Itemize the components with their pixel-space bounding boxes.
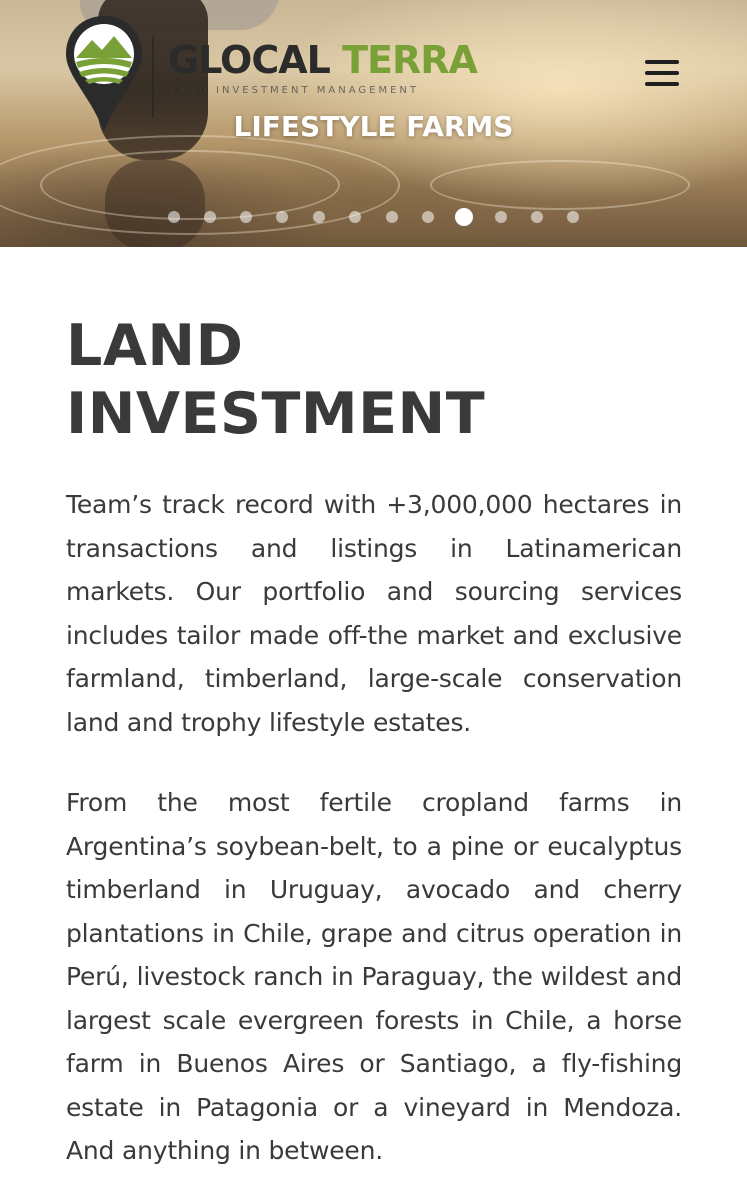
carousel-dot[interactable]	[349, 211, 361, 223]
hero-banner	[0, 0, 747, 247]
carousel-pagination	[0, 208, 747, 226]
logo-word-glocal: GLOCAL	[168, 38, 330, 82]
logo-tagline: LAND INVESTMENT MANAGEMENT	[170, 85, 419, 96]
carousel-dot[interactable]	[567, 211, 579, 223]
hero-caption: LIFESTYLE FARMS	[233, 110, 514, 143]
page-title: LAND INVESTMENT	[66, 313, 486, 447]
details-paragraph: From the most fertile cropland farms in Argentina’s soybean-belt, to a pine or eucalyptus timberland in Uruguay, avocado and cherry plantations in Chile, grape and citrus operation in Perú, livestock ranch in Paraguay, the wildest and largest scale evergreen forests in Chile, a horse farm in Buenos Aires or Santiago, a fly-fishing estate in Patagonia or a vineyard in Mendoza. And anything in between.	[66, 788, 682, 1165]
water-ripple	[430, 160, 690, 210]
intro-paragraph: Team’s track record with +3,000,000 hectares in transactions and listings in Latinamerican markets. Our portfolio and sourcing services includes tailor made off-the market and exclusive farmland, timberland, large-scale conservation land and trophy lifestyle estates.	[66, 490, 682, 737]
carousel-dot[interactable]	[495, 211, 507, 223]
carousel-dot-active[interactable]	[455, 208, 473, 226]
main-content	[66, 312, 682, 1173]
logo-wordmark	[168, 40, 477, 80]
menu-bar	[645, 71, 679, 75]
logo-word-terra: TERRA	[342, 38, 477, 82]
carousel-dot[interactable]	[276, 211, 288, 223]
menu-bar	[645, 60, 679, 64]
carousel-dot[interactable]	[240, 211, 252, 223]
carousel-dot[interactable]	[168, 211, 180, 223]
carousel-dot[interactable]	[531, 211, 543, 223]
menu-bar	[645, 82, 679, 86]
carousel-dot[interactable]	[204, 211, 216, 223]
logo-divider	[152, 36, 154, 118]
carousel-dot[interactable]	[313, 211, 325, 223]
carousel-dot[interactable]	[386, 211, 398, 223]
carousel-dot[interactable]	[422, 211, 434, 223]
hamburger-menu-icon[interactable]	[640, 56, 684, 92]
